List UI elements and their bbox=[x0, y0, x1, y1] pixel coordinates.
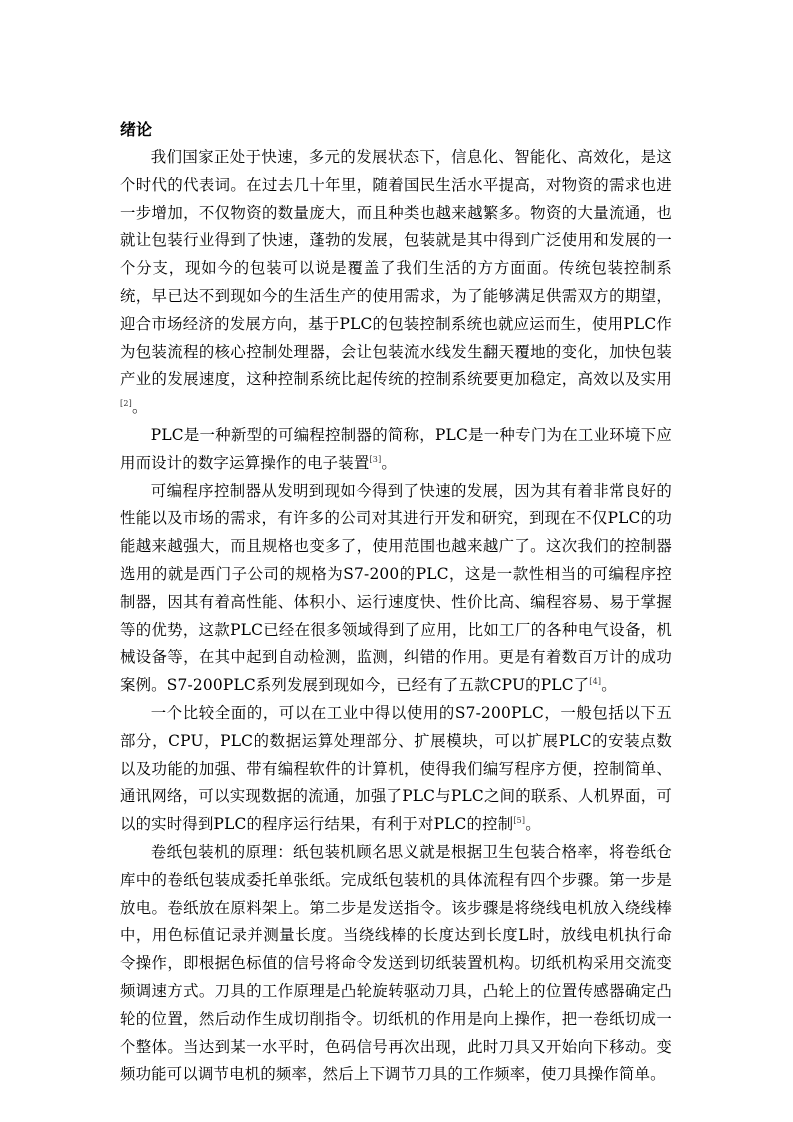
paragraph-tail: 。 bbox=[131, 398, 148, 417]
paragraph-tail: 。 bbox=[381, 453, 397, 472]
paragraph-text: 可编程序控制器从发明到现如今得到了快速的发展，因为其有着非常良好的性能以及市场的需求，有许多的公司对其进行开发和研究，到现在不仅PLC的功能越来越强大，而且规格也变多了，使用范围也越来越广了。这次我们的控制器选用的就是西门子公司的规格为S7-200的PLC，这是一款性相当的可编程序控制器，因其有着高性能、体积小、运行速度快、性价比高、编程容易、易于掌握等的优势，这款PLC已经在很多领域得到了应用，比如工厂的各种电气设备，机械设备等，在其中起到自动检测，监测，纠错的作用。更是有着数百万计的成功案例。S7-200PLC系列发展到现如今，已经有了五款CPU的PLC了 bbox=[120, 481, 672, 695]
paragraph-plc-definition bbox=[120, 422, 672, 478]
paragraph-tail: 。 bbox=[601, 676, 617, 695]
citation-ref: [4] bbox=[589, 677, 602, 687]
section-heading: 绪论 bbox=[120, 120, 153, 139]
paragraph-tail: 。 bbox=[525, 815, 541, 834]
paragraph-text: PLC是一种新型的可编程控制器的简称，PLC是一种专门为在工业环境下应用而设计的数字运算操作的电子装置 bbox=[120, 425, 672, 472]
citation-ref: [5] bbox=[513, 816, 526, 825]
citation-ref: [3] bbox=[369, 454, 382, 464]
paragraph-intro bbox=[120, 144, 672, 422]
paragraph-plc-development bbox=[120, 478, 672, 700]
paragraph-text: 我们国家正处于快速，多元的发展状态下，信息化、智能化、高效化，是这个时代的代表词。在过去几十年里，随着国民生活水平提高，对物资的需求也进一步增加，不仅物资的数量庞大，而且种类也越来越繁多。物资的大量流通，也就让包装行业得到了快速，蓬勃的发展，包装就是其中得到广泛使用和发展的一个分支，现如今的包装可以说是覆盖了我们生活的方方面面。传统包装控制系统，早已达不到现如今的生活生产的使用需求，为了能够满足供需双方的期望，迎合市场经济的发展方向，基于PLC的包装控制系统也就应运而生，使用PLC作为包装流程的核心控制处理器，会让包装流水线发生翻天覆地的变化，加快包装产业的发展速度，这种控制系统比起传统的控制系统要更加稳定，高效以及实用 bbox=[120, 148, 672, 389]
paragraph-text: 卷纸包装机的原理：纸包装机顾名思义就是根据卫生包装合格率，将卷纸仓库中的卷纸包装成委托单张纸。完成纸包装机的具体流程有四个步骤。第一步是放电。卷纸放在原料架上。第二步是发送指令。该步骤是将绕线电机放入绕线棒中，用色标值记录并测量长度。当绕线棒的长度达到长度L时，放线电机执行命令操作，即根据色标值的信号将命令发送到切纸装置机构。切纸机构采用交流变频调速方式。刀具的工作原理是凸轮旋转驱动刀具，凸轮上的位置传感器确定凸轮的位置，然后动作生成切削指令。切纸机的作用是向上操作，把一卷纸切成一个整体。当达到某一水平时，色码信号再次出现，此时刀具又开始向下移动。变频功能可以调节电机的频率，然后上下调节刀具的工作频率，使刀具操作简单。 bbox=[120, 842, 672, 1084]
citation-ref: [2] bbox=[120, 399, 132, 409]
document-page bbox=[120, 116, 672, 1089]
paragraph-text: 一个比较全面的，可以在工业中得以使用的S7-200PLC，一般包括以下五部分，CPU，PLC的数据运算处理部分、扩展模块，可以扩展PLC的安装点数以及功能的加强、带有编程软件的计算机，使得我们编写程序方便，控制简单、通讯网络，可以实现数据的流通，加强了PLC与PLC之间的联系、人机界面，可以的实时得到PLC的程序运行结果，有利于对PLC的控制 bbox=[120, 703, 672, 834]
paragraph-packaging-principle bbox=[120, 839, 672, 1089]
paragraph-s7-200-components bbox=[120, 700, 672, 839]
